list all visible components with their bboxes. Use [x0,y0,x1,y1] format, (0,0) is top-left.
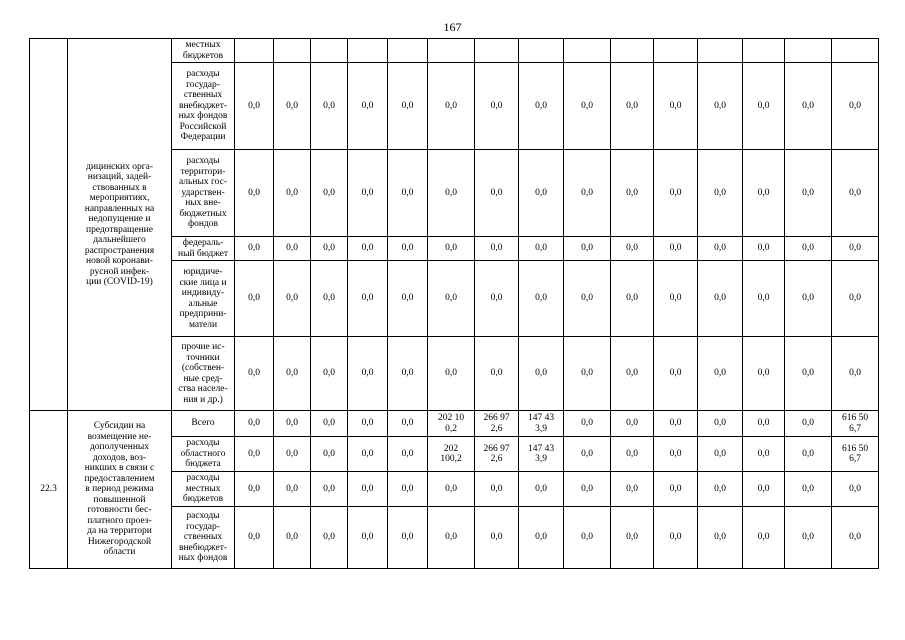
value-cell: 0,0 [348,411,388,437]
value-cell: 0,0 [235,150,274,237]
table-row [30,411,879,437]
value-cell: 0,0 [743,411,785,437]
value-cell: 0,0 [428,337,475,411]
value-cell: 0,0 [235,411,274,437]
value-cell: 0,0 [274,150,311,237]
value-cell: 0,0 [274,411,311,437]
value-cell: 0,0 [235,261,274,337]
value-cell: 0,0 [311,507,348,569]
funding-source: местных бюджетов [172,39,235,63]
value-cell: 0,0 [743,63,785,150]
value-cell: 0,0 [654,337,698,411]
value-cell: 0,0 [311,150,348,237]
value-cell: 0,0 [311,63,348,150]
value-cell: 0,0 [785,150,832,237]
value-cell: 0,0 [564,150,611,237]
value-cell: 0,0 [519,337,564,411]
section-name: Субсидии на возмещение не- дополученных доходов, воз- никших в связи с предоставлением в период режима повышенной готовности бес- платного проез- да на территори Нижегородской области [68,411,172,569]
value-cell: 0,0 [785,411,832,437]
value-cell: 202 10 0,2 [428,411,475,437]
funding-source: расходы государ- ственных внебюджет- ных фондов Российской Федерации [172,63,235,150]
value-cell: 0,0 [611,507,654,569]
section-index: 22.3 [30,411,68,569]
value-cell: 0,0 [348,437,388,472]
value-cell: 0,0 [654,472,698,507]
value-cell: 0,0 [311,437,348,472]
value-cell: 0,0 [743,507,785,569]
value-cell: 0,0 [428,150,475,237]
value-cell: 0,0 [654,150,698,237]
value-cell: 0,0 [611,150,654,237]
value-cell: 0,0 [519,507,564,569]
value-cell: 0,0 [428,261,475,337]
value-cell: 147 43 3,9 [519,437,564,472]
value-cell [311,39,348,63]
value-cell: 0,0 [564,261,611,337]
page-number: 167 [443,20,462,34]
value-cell [274,39,311,63]
value-cell: 0,0 [388,472,428,507]
value-cell: 0,0 [611,411,654,437]
value-cell: 0,0 [785,261,832,337]
value-cell: 0,0 [654,437,698,472]
value-cell: 202 100,2 [428,437,475,472]
value-cell: 0,0 [388,237,428,261]
value-cell: 0,0 [235,437,274,472]
value-cell: 0,0 [235,337,274,411]
value-cell: 0,0 [743,237,785,261]
value-cell: 0,0 [698,63,743,150]
funding-source: расходы государ- ственных внебюджет- ных фондов [172,507,235,569]
value-cell [832,39,879,63]
value-cell [475,39,519,63]
value-cell: 0,0 [274,507,311,569]
value-cell: 0,0 [235,472,274,507]
value-cell: 0,0 [475,63,519,150]
value-cell: 0,0 [611,261,654,337]
value-cell [654,39,698,63]
value-cell: 0,0 [832,507,879,569]
funding-source: Всего [172,411,235,437]
funding-source: расходы местных бюджетов [172,472,235,507]
value-cell: 0,0 [475,507,519,569]
value-cell [785,39,832,63]
value-cell: 0,0 [519,237,564,261]
value-cell: 0,0 [348,237,388,261]
value-cell: 0,0 [832,337,879,411]
value-cell: 0,0 [388,507,428,569]
value-cell [519,39,564,63]
value-cell: 0,0 [519,63,564,150]
value-cell: 0,0 [348,472,388,507]
value-cell [743,39,785,63]
value-cell [235,39,274,63]
value-cell: 0,0 [475,337,519,411]
budget-table [29,38,879,569]
value-cell: 0,0 [832,150,879,237]
value-cell: 0,0 [311,411,348,437]
value-cell: 0,0 [654,261,698,337]
value-cell: 0,0 [743,261,785,337]
value-cell: 0,0 [388,63,428,150]
value-cell: 0,0 [698,150,743,237]
value-cell: 0,0 [564,472,611,507]
value-cell: 0,0 [311,261,348,337]
value-cell: 0,0 [785,63,832,150]
value-cell: 0,0 [743,437,785,472]
value-cell: 0,0 [235,63,274,150]
value-cell: 0,0 [388,261,428,337]
value-cell: 0,0 [274,337,311,411]
value-cell: 616 50 6,7 [832,437,879,472]
value-cell: 0,0 [785,437,832,472]
value-cell: 0,0 [311,472,348,507]
value-cell: 0,0 [698,411,743,437]
value-cell: 0,0 [611,337,654,411]
value-cell: 266 97 2,6 [475,437,519,472]
value-cell: 0,0 [698,337,743,411]
value-cell: 0,0 [428,237,475,261]
value-cell: 0,0 [235,237,274,261]
value-cell [428,39,475,63]
value-cell: 0,0 [564,411,611,437]
value-cell: 147 43 3,9 [519,411,564,437]
value-cell: 0,0 [388,337,428,411]
value-cell: 0,0 [611,63,654,150]
value-cell: 0,0 [274,472,311,507]
value-cell: 0,0 [832,63,879,150]
value-cell: 0,0 [274,437,311,472]
value-cell: 0,0 [475,261,519,337]
value-cell: 0,0 [698,472,743,507]
value-cell: 0,0 [698,437,743,472]
value-cell: 0,0 [274,237,311,261]
value-cell [348,39,388,63]
section-name: дицинских орга- низаций, задей- ствованных в мероприятиях, направленных на недопущение и предотвращение дальнейшего распространения новой коронави- русной инфек- ции (COVID-19) [68,39,172,411]
value-cell: 0,0 [519,261,564,337]
value-cell: 0,0 [611,237,654,261]
value-cell: 0,0 [698,237,743,261]
value-cell: 0,0 [785,472,832,507]
value-cell: 0,0 [654,507,698,569]
value-cell: 0,0 [698,507,743,569]
value-cell: 0,0 [348,150,388,237]
value-cell: 0,0 [235,507,274,569]
value-cell: 0,0 [743,472,785,507]
value-cell: 0,0 [519,472,564,507]
value-cell: 0,0 [428,63,475,150]
value-cell: 0,0 [611,437,654,472]
value-cell: 0,0 [475,150,519,237]
value-cell: 0,0 [475,472,519,507]
value-cell: 0,0 [743,150,785,237]
value-cell: 266 97 2,6 [475,411,519,437]
value-cell: 0,0 [348,261,388,337]
value-cell: 0,0 [564,237,611,261]
value-cell: 0,0 [654,411,698,437]
funding-source: юридиче- ские лица и индивиду- альные предприни- матели [172,261,235,337]
value-cell: 0,0 [475,237,519,261]
value-cell: 0,0 [654,237,698,261]
funding-source: расходы областного бюджета [172,437,235,472]
value-cell: 0,0 [611,472,654,507]
value-cell: 0,0 [348,507,388,569]
value-cell: 0,0 [564,63,611,150]
value-cell: 0,0 [428,507,475,569]
value-cell: 0,0 [654,63,698,150]
value-cell: 616 50 6,7 [832,411,879,437]
value-cell: 0,0 [519,150,564,237]
value-cell: 0,0 [698,261,743,337]
value-cell: 0,0 [832,237,879,261]
value-cell: 0,0 [348,337,388,411]
funding-source: расходы территори- альных гос- ударствен- ных вне- бюджетных фондов [172,150,235,237]
value-cell: 0,0 [785,237,832,261]
value-cell [611,39,654,63]
value-cell: 0,0 [785,507,832,569]
value-cell: 0,0 [785,337,832,411]
funding-source: прочие ис- точники (собствен- ные сред- ства населе- ния и др.) [172,337,235,411]
table-row [30,39,879,63]
value-cell: 0,0 [832,472,879,507]
value-cell: 0,0 [274,63,311,150]
value-cell: 0,0 [274,261,311,337]
value-cell [388,39,428,63]
value-cell: 0,0 [388,150,428,237]
value-cell: 0,0 [564,437,611,472]
value-cell: 0,0 [348,63,388,150]
value-cell: 0,0 [311,337,348,411]
section-index [30,39,68,411]
value-cell: 0,0 [388,411,428,437]
value-cell: 0,0 [311,237,348,261]
value-cell: 0,0 [388,437,428,472]
funding-source: федераль- ный бюджет [172,237,235,261]
value-cell: 0,0 [743,337,785,411]
value-cell: 0,0 [564,337,611,411]
value-cell: 0,0 [832,261,879,337]
value-cell [698,39,743,63]
value-cell: 0,0 [564,507,611,569]
value-cell: 0,0 [428,472,475,507]
value-cell [564,39,611,63]
